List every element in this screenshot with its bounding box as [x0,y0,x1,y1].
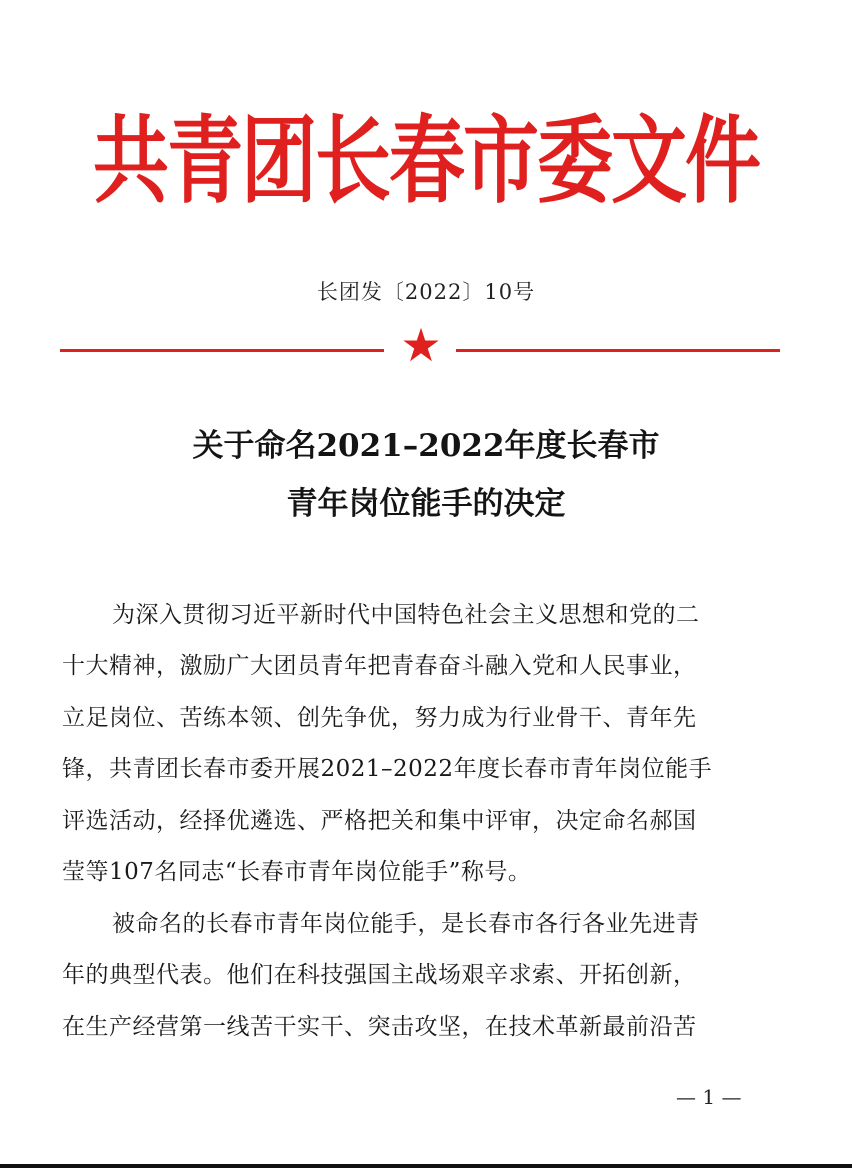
body-line: 十大精神，激励广大团员青年把青春奋斗融入党和人民事业， [62,653,697,679]
body-line: 被命名的长春市青年岗位能手，是长春市各行各业先进青 [112,911,700,937]
document-title-line-2: 青年岗位能手的决定 [286,486,566,522]
body-line: 锋，共青团长春市委开展2021–2022年度长春市青年岗位能手 [62,756,713,782]
masthead-title: 共青团长春市委文件 [93,104,759,216]
body-line: 莹等107名同志“长春市青年岗位能手”称号。 [62,859,532,885]
bottom-edge-bar [0,1164,852,1168]
body-line: 为深入贯彻习近平新时代中国特色社会主义思想和党的二 [112,602,700,628]
red-rule-right [456,349,780,352]
body-line: 年的典型代表。他们在科技强国主战场艰辛求索、开拓创新， [62,962,697,988]
page-number: — 1 — [676,1085,742,1109]
body-line: 立足岗位、苦练本领、创先争优，努力成为行业骨干、青年先 [62,705,697,731]
red-rule-left [60,349,384,352]
star-icon: ★ [400,318,442,372]
document-title-line-1: 关于命名2021–2022年度长春市 [192,428,660,464]
body-line: 在生产经营第一线苦干实干、突击攻坚，在技术革新最前沿苦 [62,1014,697,1040]
body-line: 评选活动，经择优遴选、严格把关和集中评审，决定命名郝国 [62,808,697,834]
document-number: 长团发〔2022〕10号 [316,280,536,304]
